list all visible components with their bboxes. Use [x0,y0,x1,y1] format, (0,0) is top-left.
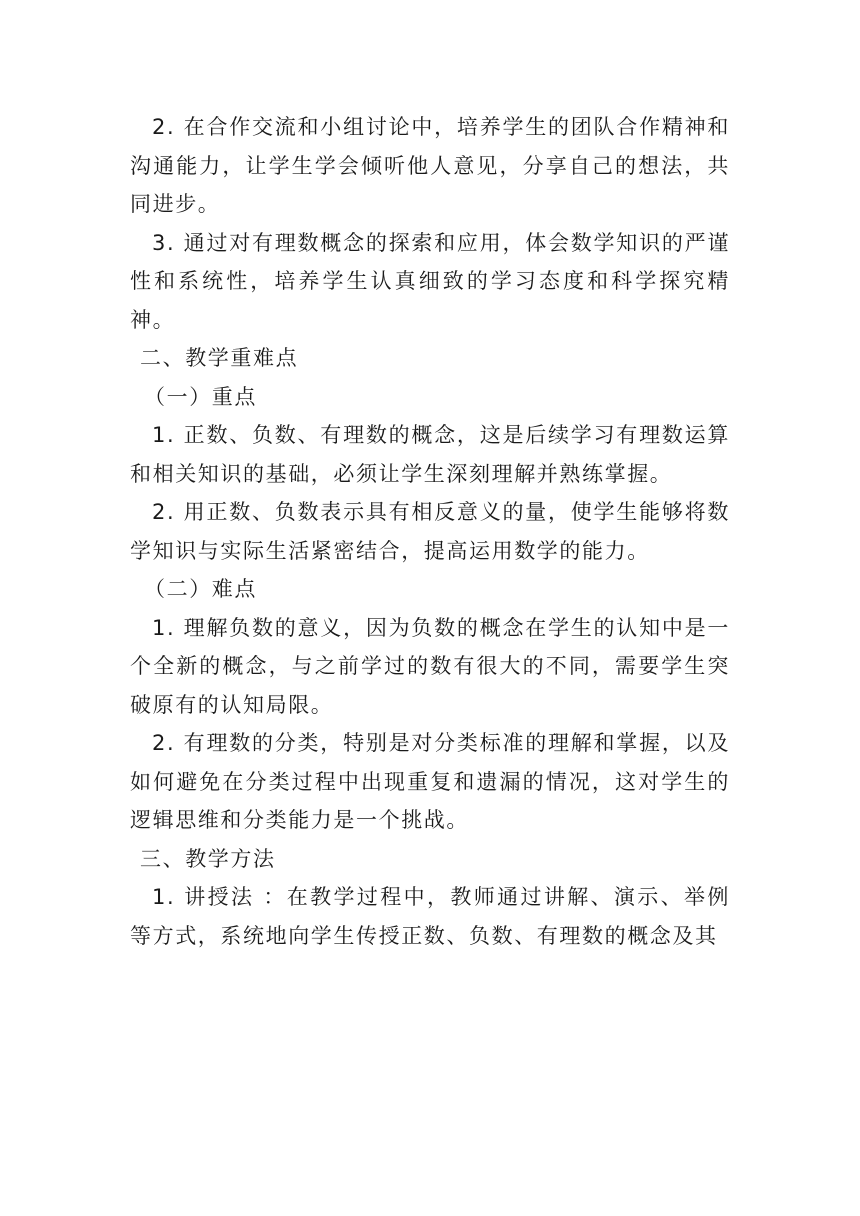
subheading-key-points: （一）重点 [144,384,257,409]
paragraph-difficulty-2: 2. 有理数的分类，特别是对分类标准的理解和掌握，以及如何避免在分类过程中出现重复和遗漏的情况，这对学生的逻辑思维和分类能力是一个挑战。 [130,731,730,832]
paragraph-key-1: 1. 正数、负数、有理数的概念，这是后续学习有理数运算和相关知识的基础，必须让学生深刻理解并熟练掌握。 [130,423,730,486]
paragraph-goal-2: 2. 在合作交流和小组讨论中，培养学生的团队合作精神和沟通能力，让学生学会倾听他人意见，分享自己的想法，共同进步。 [130,115,730,216]
document-page [130,108,730,955]
paragraph-difficulty-1: 1. 理解负数的意义，因为负数的概念在学生的认知中是一个全新的概念，与之前学过的数有很大的不同，需要学生突破原有的认知局限。 [130,615,730,717]
subheading-difficulties: （二）难点 [144,577,257,601]
section-heading-3: 三、教学方法 [140,846,276,871]
section-heading-2: 二、教学重难点 [140,346,299,370]
paragraph-key-2: 2. 用正数、负数表示具有相反意义的量，使学生能够将数学知识与实际生活紧密结合，提高运用数学的能力。 [130,500,730,563]
paragraph-goal-3: 3. 通过对有理数概念的探索和应用，体会数学知识的严谨性和系统性，培养学生认真细致的学习态度和科学探究精神。 [130,230,730,332]
paragraph-method-1: 1. 讲授法 ：在教学过程中，教师通过讲解、演示、举例等方式，系统地向学生传授正数、负数、有理数的概念及其 [130,885,730,948]
